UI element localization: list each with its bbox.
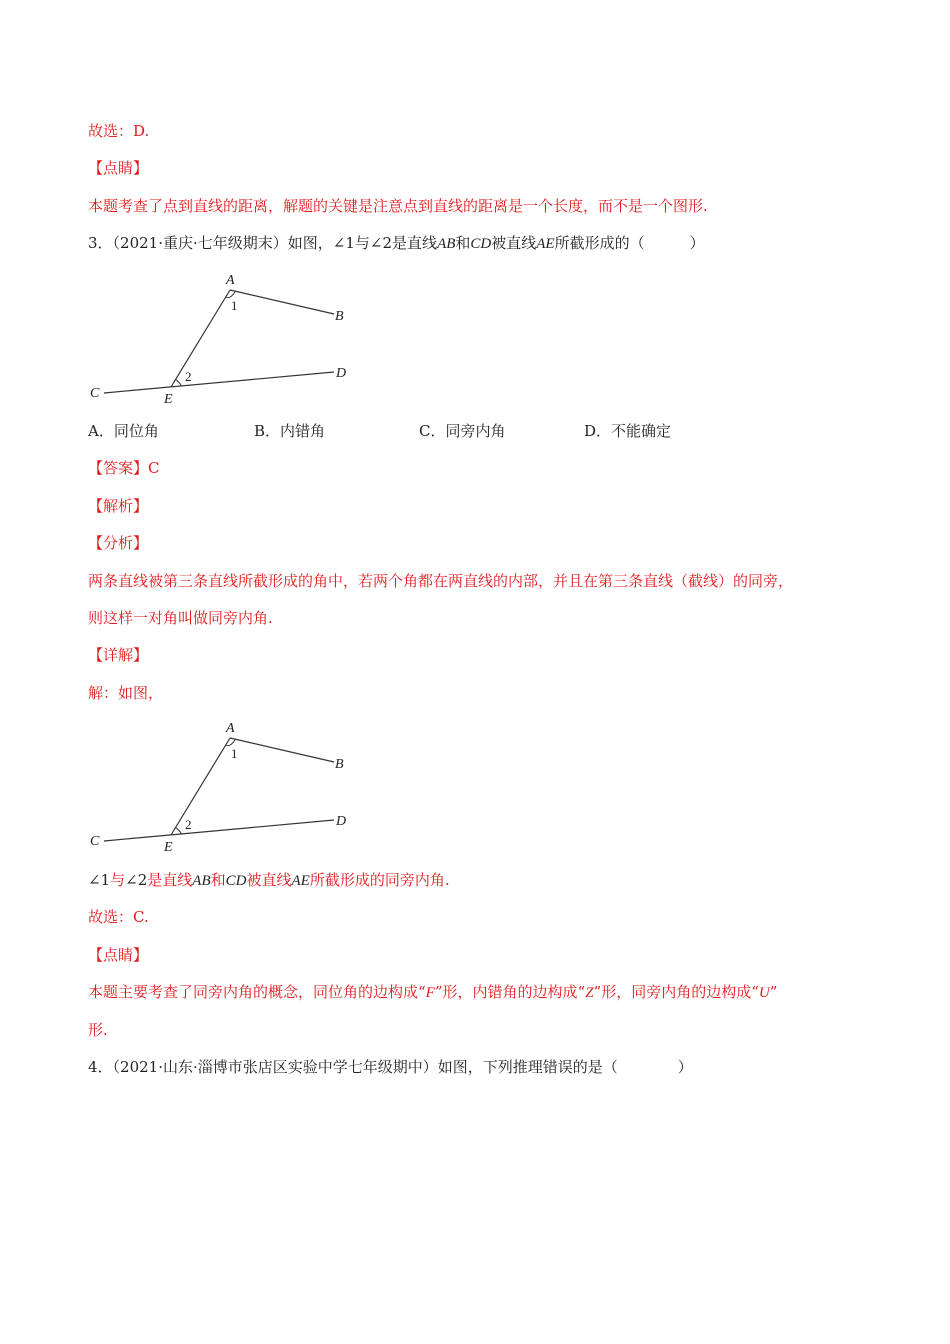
- angle-2-symbol: ∠2: [369, 234, 393, 252]
- stem-text: 如图，下列推理错误的是（ ）: [437, 1058, 693, 1076]
- angle-1-label: 1: [231, 298, 238, 313]
- xiangjie-heading: 【详解】: [88, 646, 149, 664]
- conclusion-text: 和: [210, 871, 226, 889]
- conclusion-text: 被直线: [246, 871, 292, 889]
- option-c: [419, 421, 506, 441]
- point-a-label: A: [226, 273, 235, 288]
- line-ae: [171, 738, 230, 835]
- geometry-figure: [84, 266, 364, 406]
- point-a-label: A: [226, 721, 235, 736]
- point-e-label: E: [164, 840, 173, 854]
- dianjing-text: ”: [769, 983, 778, 1001]
- geometry-figure-solution: [84, 714, 364, 854]
- option-b: [254, 421, 325, 441]
- option-text: 同位角: [113, 422, 159, 440]
- stem-text: 如图，: [287, 234, 333, 252]
- angle-2-label: 2: [185, 369, 192, 384]
- option-text: 同旁内角: [445, 422, 506, 440]
- dianjing-text-2-line-1: [88, 982, 777, 1003]
- angle-2-symbol: ∠2: [125, 871, 148, 889]
- conclusion-text: 是直线: [147, 871, 193, 889]
- conclusion-text: 所截形成的同旁内角.: [309, 871, 450, 889]
- answer-value: C: [148, 459, 160, 477]
- option-letter: A．: [88, 422, 114, 440]
- solution-intro: 解：如图，: [88, 684, 164, 702]
- angle-2-arc: [176, 380, 182, 386]
- line-ab: [230, 738, 334, 762]
- stem-text: 所截形成的（ ）: [554, 234, 705, 252]
- stem-text: 是直线: [392, 234, 438, 252]
- line-ae-label: AE: [291, 873, 310, 889]
- fenxi-heading: 【分析】: [88, 534, 149, 552]
- stem-text: 被直线: [491, 234, 537, 252]
- stem-text: 与: [354, 234, 370, 252]
- line-cd: [104, 820, 334, 841]
- point-b-label: B: [335, 309, 344, 324]
- answer-line-d: 故选：D.: [88, 122, 150, 140]
- line-ae-label: AE: [536, 236, 555, 252]
- letter-f: F: [425, 985, 435, 1001]
- conclusion-text: 与: [110, 871, 126, 889]
- question-source: （2021·山东·淄博市张店区实验中学七年级期中）: [112, 1058, 438, 1076]
- point-d-label: D: [336, 814, 347, 829]
- option-text: 内错角: [280, 422, 326, 440]
- answer-line-c: 故选：C.: [88, 908, 149, 926]
- answer-label: 【答案】: [88, 459, 149, 477]
- line-cd-label: CD: [470, 236, 492, 252]
- option-letter: B．: [254, 422, 281, 440]
- line-ab-label: AB: [192, 873, 211, 889]
- option-letter: C．: [419, 422, 446, 440]
- question-3-stem: [88, 233, 705, 254]
- point-d-label: D: [336, 366, 347, 381]
- letter-u: U: [758, 985, 770, 1001]
- point-c-label: C: [90, 386, 100, 401]
- option-d: [584, 421, 671, 441]
- stem-text: 和: [455, 234, 471, 252]
- line-ae: [171, 290, 230, 387]
- question-source: （2021·重庆·七年级期末）: [112, 234, 288, 252]
- angle-2-label: 2: [185, 817, 192, 832]
- option-text: 不能确定: [611, 422, 672, 440]
- question-number: 4．: [88, 1058, 113, 1076]
- dianjing-heading: 【点睛】: [88, 159, 149, 177]
- letter-z: Z: [585, 985, 594, 1001]
- question-4-stem: [88, 1057, 693, 1077]
- question-number: 3．: [88, 234, 113, 252]
- point-b-label: B: [335, 757, 344, 772]
- fenxi-text-line-2: 则这样一对角叫做同旁内角.: [88, 609, 273, 627]
- line-cd: [104, 372, 334, 393]
- line-cd-label: CD: [225, 873, 247, 889]
- dianjing-text: 本题主要考查了同旁内角的概念，同位角的边构成“: [88, 983, 426, 1001]
- dianjing-text: 本题考查了点到直线的距离，解题的关键是注意点到直线的距离是一个长度，而不是一个图形.: [88, 197, 708, 215]
- option-letter: D．: [584, 422, 612, 440]
- point-e-label: E: [164, 392, 173, 406]
- dianjing-text: ”形，同旁内角的边构成“: [593, 983, 759, 1001]
- fenxi-text-line-1: 两条直线被第三条直线所截形成的角中，若两个角都在两直线的内部，并且在第三条直线（截线）的同旁，: [88, 572, 794, 590]
- angle-1-symbol: ∠1: [88, 871, 111, 889]
- line-ab: [230, 290, 334, 314]
- dianjing-text-2-line-2: 形.: [88, 1021, 108, 1039]
- dianjing-heading-2: 【点睛】: [88, 946, 149, 964]
- angle-1-symbol: ∠1: [332, 234, 355, 252]
- angle-1-label: 1: [231, 746, 238, 761]
- angle-2-arc: [176, 828, 182, 834]
- option-a: [88, 421, 159, 441]
- dianjing-text: ”形，内错角的边构成“: [434, 983, 586, 1001]
- answer-line: [88, 458, 160, 478]
- point-c-label: C: [90, 834, 100, 849]
- conclusion-line: [88, 870, 450, 891]
- line-ab-label: AB: [437, 236, 456, 252]
- jiexi-heading: 【解析】: [88, 497, 149, 515]
